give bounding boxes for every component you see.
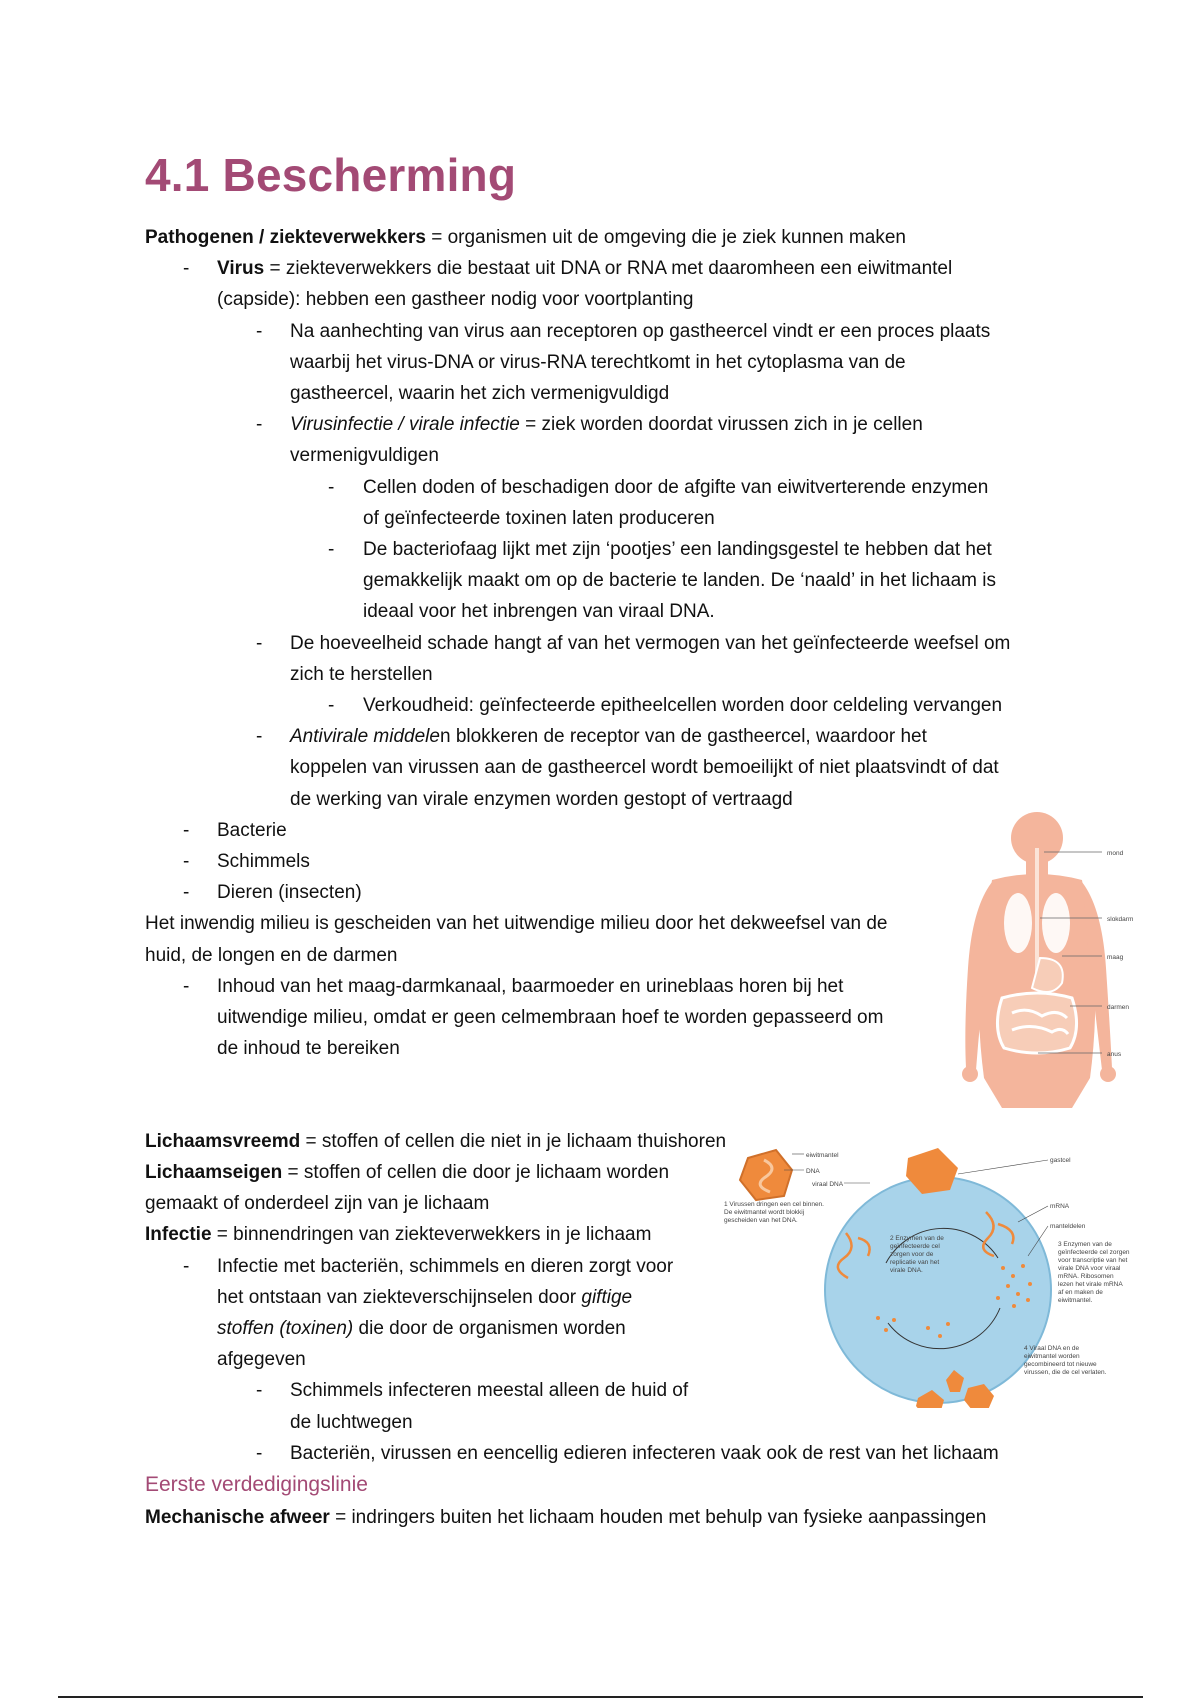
text-line-l38	[290, 1438, 999, 1469]
term-mechanische-afweer: Mechanische afweer	[145, 1507, 330, 1528]
text-line-l17	[290, 721, 927, 752]
italic-term: Virusinfectie / virale infectie	[290, 414, 520, 436]
text-run: waarbij het virus-DNA or virus-RNA terechtkomt in het cytoplasma van de	[290, 351, 906, 373]
step-4-caption	[1024, 1345, 1107, 1376]
text-line-l27	[217, 1033, 400, 1064]
text-line-l11	[363, 534, 992, 565]
footer-rule	[58, 1696, 1143, 1698]
label-darmen: darmen	[1107, 1004, 1130, 1011]
text-line-l07	[290, 409, 923, 440]
text-line-l31	[145, 1219, 651, 1250]
svg-text:3 Enzymen van de: 3 Enzymen van de	[1058, 1241, 1112, 1248]
text-line-l30	[145, 1188, 489, 1219]
text-line-l21	[217, 846, 310, 877]
svg-text:gescheiden van het DNA.: gescheiden van het DNA.	[724, 1217, 798, 1224]
italic-term: Antivirale middele	[290, 726, 440, 748]
bullet-dash: -	[256, 1380, 263, 1402]
italic-term: giftige	[581, 1286, 633, 1308]
svg-text:zorgen voor de: zorgen voor de	[890, 1251, 934, 1258]
text-run: uitwendige milieu, omdat er geen celmembraan hoef te worden gepasseerd om	[217, 1007, 884, 1028]
text-run: = ziek worden doordat virussen zich in je cellen	[519, 414, 923, 436]
svg-text:virussen, die de cel verlaten.: virussen, die de cel verlaten.	[1024, 1369, 1107, 1376]
text-line-l36	[290, 1375, 688, 1406]
text-line-l18	[290, 752, 999, 783]
svg-text:De eiwitmantel wordt blokkij: De eiwitmantel wordt blokkij	[724, 1209, 805, 1216]
text-line-l19	[290, 784, 793, 815]
text-run: Schimmels	[217, 851, 310, 872]
svg-text:eiwitmantel.: eiwitmantel.	[1058, 1297, 1093, 1304]
bullet-dash: -	[183, 258, 190, 280]
virus-infection-figure	[718, 1138, 1148, 1408]
text-run: de luchtwegen	[290, 1411, 413, 1433]
text-line-l34	[217, 1313, 626, 1344]
text-line-l03	[217, 284, 693, 315]
text-line-l06	[290, 378, 669, 409]
bold-term: Infectie	[145, 1224, 212, 1246]
text-line-l04	[290, 316, 990, 347]
text-run: Inhoud van het maag-darmkanaal, baarmoeder en urineblaas horen bij het	[217, 975, 844, 997]
text-run: afgegeven	[217, 1349, 306, 1371]
text-run: koppelen van virussen aan de gastheercel wordt bemoeilijkt of niet plaatsvindt of dat	[290, 757, 999, 779]
bullet-dash: -	[183, 1255, 190, 1277]
svg-text:eiwitmantel worden: eiwitmantel worden	[1024, 1353, 1080, 1360]
text-run: of geïnfecteerde toxinen laten produceren	[363, 507, 715, 529]
svg-text:4 Viraal DNA en de: 4 Viraal DNA en de	[1024, 1345, 1080, 1352]
svg-text:1 Virussen dringen een cel bin: 1 Virussen dringen een cel binnen.	[724, 1201, 824, 1208]
bullet-dash: -	[328, 476, 335, 498]
svg-text:mRNA. Ribosomen: mRNA. Ribosomen	[1058, 1273, 1114, 1280]
text-line-l01	[145, 222, 906, 253]
text-run: Bacteriën, virussen en eencellig edieren infecteren vaak ook de rest van het lichaam	[290, 1442, 999, 1464]
svg-text:af en maken de: af en maken de	[1058, 1289, 1103, 1296]
text-run: Cellen doden of beschadigen door de afgifte van eiwitverterende enzymen	[363, 476, 989, 498]
svg-text:virale DNA.: virale DNA.	[890, 1267, 923, 1274]
text-line-l37	[290, 1407, 413, 1438]
text-line-l05	[290, 347, 906, 378]
bullet-dash: -	[256, 632, 263, 654]
text-run: (capside): hebben een gastheer nodig voor voortplanting	[217, 289, 694, 311]
line-mechanische-afweer	[145, 1507, 986, 1529]
text-run: vermenigvuldigen	[290, 445, 439, 467]
definition-mechanische-afweer: = indringers buiten het lichaam houden met behulp van fysieke aanpassingen	[329, 1507, 987, 1528]
text-run: Dieren (insecten)	[217, 882, 362, 904]
text-run: gemakkelijk maakt om op de bacterie te landen. De ‘naald’ in het lichaam is	[363, 570, 996, 592]
text-line-l16	[363, 690, 1002, 721]
bullet-dash: -	[328, 695, 335, 716]
text-run: Bacterie	[217, 819, 287, 841]
text-run: Verkoudheid: geïnfecteerde epitheelcellen worden door celdeling vervangen	[363, 695, 1003, 716]
bullet-dash: -	[183, 819, 190, 841]
label-dna: DNA	[806, 1168, 820, 1175]
text-line-l23	[145, 908, 888, 939]
text-line-l35	[217, 1344, 306, 1375]
text-run: = stoffen of cellen die niet in je lichaam thuishoren	[300, 1130, 727, 1152]
text-run: Infectie met bacteriën, schimmels en dieren zorgt voor	[217, 1255, 674, 1277]
svg-text:geïnfecteerde cel: geïnfecteerde cel	[890, 1243, 940, 1250]
svg-text:lezen het virale mRNA: lezen het virale mRNA	[1058, 1281, 1123, 1288]
text-line-l32	[217, 1251, 673, 1282]
text-run: = organismen uit de omgeving die je ziek kunnen maken	[425, 227, 906, 248]
digestive-system-figure	[952, 808, 1172, 1108]
bold-term: Pathogenen / ziekteverwekkers	[145, 227, 426, 248]
virus-particle-outside	[740, 1150, 792, 1200]
bullet-dash: -	[328, 539, 335, 560]
svg-text:voor transcriptie van het: voor transcriptie van het	[1058, 1257, 1128, 1264]
bullet-dash: -	[256, 414, 263, 436]
bullet-dash: -	[256, 1442, 263, 1464]
step-1-caption	[724, 1201, 824, 1224]
text-line-l26	[217, 1002, 883, 1033]
bold-term: Lichaamseigen	[145, 1162, 283, 1184]
text-run: gastheercel, waarin het zich vermenigvuldigd	[290, 383, 670, 404]
label-mond: mond	[1107, 850, 1124, 857]
bold-term: Lichaamsvreemd	[145, 1130, 301, 1152]
text-line-l12	[363, 565, 996, 596]
text-run: = stoffen of cellen die door je lichaam worden	[282, 1162, 670, 1184]
text-line-l20	[217, 815, 287, 846]
bullet-dash: -	[183, 851, 190, 872]
text-line-l29	[145, 1157, 669, 1188]
italic-term: stoffen (toxinen)	[217, 1318, 354, 1340]
text-run: Schimmels infecteren meestal alleen de huid of	[290, 1380, 689, 1402]
text-run: die door de organismen worden	[353, 1318, 626, 1340]
text-line-l08	[290, 440, 439, 471]
svg-text:replicatie van het: replicatie van het	[890, 1259, 940, 1266]
text-line-l15	[290, 659, 433, 690]
step-3-caption	[1058, 1241, 1130, 1304]
subheading-eerste-verdedigingslinie: Eerste verdedigingslinie	[145, 1473, 368, 1496]
label-gastcel: gastcel	[1050, 1157, 1071, 1164]
text-run: gemaakt of onderdeel zijn van je lichaam	[145, 1193, 490, 1215]
text-line-l02	[217, 253, 952, 284]
label-mrna: mRNA	[1050, 1203, 1070, 1210]
text-run: De hoeveelheid schade hangt af van het vermogen van het geïnfecteerde weefsel om	[290, 632, 1011, 654]
text-run: Na aanhechting van virus aan receptoren op gastheercel vindt er een proces plaats	[290, 320, 991, 342]
text-line-l28	[145, 1126, 726, 1157]
svg-text:virale DNA voor viraal: virale DNA voor viraal	[1058, 1265, 1121, 1272]
bold-term: Virus	[217, 258, 265, 280]
text-run: De bacteriofaag lijkt met zijn ‘pootjes’ een landingsgestel te hebben dat het	[363, 539, 992, 560]
svg-text:2 Enzymen van de: 2 Enzymen van de	[890, 1235, 944, 1242]
bullet-dash: -	[183, 882, 190, 904]
text-run: huid, de longen en de darmen	[145, 944, 398, 966]
text-run: het ontstaan van ziekteverschijnselen door	[217, 1286, 582, 1308]
text-run: Het inwendig milieu is gescheiden van het uitwendige milieu door het dekweefsel van de	[145, 913, 888, 935]
bullet-dash: -	[256, 320, 263, 342]
text-run: n blokkeren de receptor van de gastheercel, waardoor het	[439, 726, 927, 748]
text-line-l10	[363, 503, 715, 534]
label-manteldelen: manteldelen	[1050, 1223, 1086, 1230]
label-eiwitmantel: eiwitmantel	[806, 1152, 839, 1159]
text-line-l09	[363, 472, 988, 503]
text-run: = binnendringen van ziekteverwekkers in je lichaam	[211, 1224, 652, 1246]
page-title: 4.1 Bescherming	[145, 149, 517, 201]
label-viraal-dna: viraal DNA	[812, 1181, 844, 1188]
bullet-dash: -	[183, 975, 190, 997]
text-line-l13	[363, 596, 715, 627]
text-line-l14	[290, 628, 1010, 659]
text-run: ideaal voor het inbrengen van viraal DNA.	[363, 601, 715, 623]
label-slokdarm: slokdarm	[1107, 916, 1134, 923]
text-run: de werking van virale enzymen worden gestopt of vertraagd	[290, 788, 793, 810]
text-run: de inhoud te bereiken	[217, 1038, 400, 1060]
svg-text:geïnfecteerde cel zorgen: geïnfecteerde cel zorgen	[1058, 1249, 1130, 1256]
text-line-l25	[217, 971, 843, 1002]
bullet-dash: -	[256, 726, 263, 748]
text-line-l22	[217, 877, 362, 908]
text-line-l24	[145, 940, 397, 971]
svg-text:gecombineerd tot nieuwe: gecombineerd tot nieuwe	[1024, 1361, 1097, 1368]
label-maag: maag	[1107, 954, 1124, 961]
text-line-l33	[217, 1282, 632, 1313]
text-run: zich te herstellen	[290, 663, 433, 685]
text-run: = ziekteverwekkers die bestaat uit DNA or RNA met daaromheen een eiwitmantel	[264, 258, 953, 280]
label-anus: anus	[1107, 1051, 1122, 1058]
